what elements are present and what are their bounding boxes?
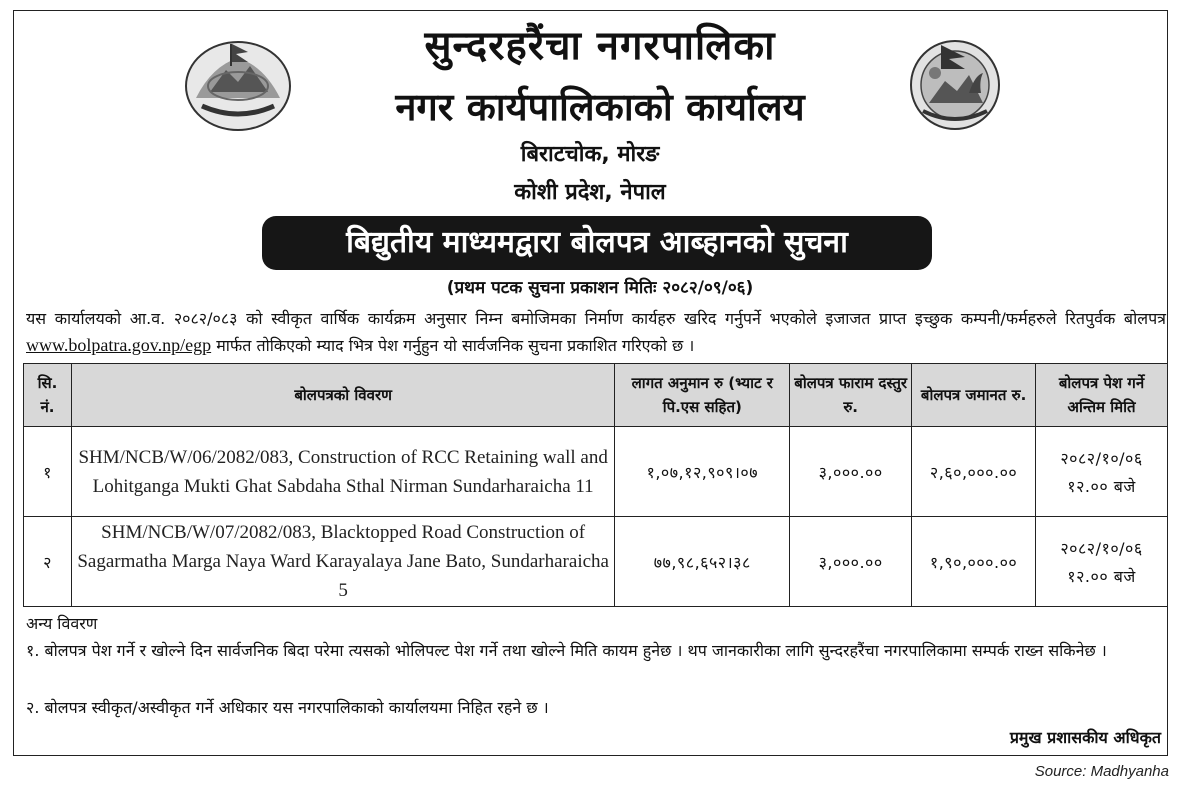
table-header-row — [24, 364, 1168, 427]
government-emblem-icon — [182, 36, 294, 136]
other-details-label: अन्य विवरण — [26, 614, 98, 633]
intro-text-part1: यस कार्यालयको आ.व. २०८२/०८३ को स्वीकृत वार्षिक कार्यक्रम अनुसार निम्न बमोजिमका निर्माण कार्यहरु खरिद गर्नुपर्ने भएकोले इजाजत प्राप्त इच्छुक कम्पनी/फर्महरुले रितपुर्वक बोलपत्र — [26, 309, 1166, 328]
row-deadline-date: २०८२/१०/०६ — [1060, 448, 1143, 468]
row-deadline — [1036, 427, 1168, 517]
row-form-fee: ३,०००.०० — [790, 427, 912, 517]
condition-2: २. बोलपत्र स्वीकृत/अस्वीकृत गर्ने अधिकार यस नगरपालिकाको कार्यालयमा निहित रहने छ । — [26, 698, 549, 717]
row-description: SHM/NCB/W/07/2082/083, Blacktopped Road Construction of Sagarmatha Marga Naya Ward Karayalaya Jane Bato, Sundarharaicha 5 — [71, 517, 614, 607]
tender-table — [23, 363, 1168, 607]
publication-date: (प्रथम पटक सुचना प्रकाशन मितिः २०८२/०९/०६) — [446, 278, 754, 298]
intro-paragraph — [26, 305, 1166, 359]
address-line-1: बिराटचोक, मोरङ — [520, 142, 660, 167]
row-cost: १,०७,१२,९०९।०७ — [615, 427, 790, 517]
intro-text-part2: मार्फत तोकिएको म्याद भित्र पेश गर्नुहुन यो सार्वजनिक सुचना प्रकाशित गरिएको छ । — [211, 336, 695, 355]
header-deadline: बोलपत्र पेश गर्ने अन्तिम मिति — [1036, 364, 1168, 427]
row-sn: १ — [24, 427, 72, 517]
header-security: बोलपत्र जमानत रु. — [912, 364, 1036, 427]
row-cost: ७७,९८,६५२।३८ — [615, 517, 790, 607]
table-row — [24, 427, 1168, 517]
row-deadline-time: १२.०० बजे — [1067, 566, 1136, 586]
condition-1: १. बोलपत्र पेश गर्ने र खोल्ने दिन सार्वजनिक बिदा परेमा त्यसको भोलिपल्ट पेश गर्ने तथा खोल्ने मिति कायम हुनेछ । थप जानकारीका लागि सुन्दरहरैंचा नगरपालिकामा सम्पर्क राख्न सकिनेछ । — [26, 641, 1107, 660]
row-deadline-date: २०८२/१०/०६ — [1060, 538, 1143, 558]
row-description: SHM/NCB/W/06/2082/083, Construction of RCC Retaining wall and Lohitganga Mukti Ghat Sabdaha Sthal Nirman Sundarharaicha 11 — [71, 427, 614, 517]
header-cost: लागत अनुमान रु (भ्याट र पि.एस सहित) — [615, 364, 790, 427]
row-deadline — [1036, 517, 1168, 607]
header-sn: सि. नं. — [24, 364, 72, 427]
municipality-name: सुन्दरहरैंचा नगरपालिका — [424, 23, 776, 69]
source-credit: Source: Madhyanha — [1034, 763, 1169, 780]
row-deadline-time: १२.०० बजे — [1067, 476, 1136, 496]
office-name: नगर कार्यपालिकाको कार्यालय — [395, 85, 805, 129]
municipality-logo-icon — [905, 33, 1005, 133]
bolpatra-link[interactable]: www.bolpatra.gov.np/egp — [26, 335, 212, 355]
row-security: २,६०,०००.०० — [912, 427, 1036, 517]
table-row — [24, 517, 1168, 607]
header-description: बोलपत्रको विवरण — [71, 364, 614, 427]
row-form-fee: ३,०००.०० — [790, 517, 912, 607]
notice-title-banner: बिद्युतीय माध्यमद्वारा बोलपत्र आब्हानको सुचना — [262, 216, 932, 270]
row-sn: २ — [24, 517, 72, 607]
signatory-title: प्रमुख प्रशासकीय अधिकृत — [1009, 728, 1161, 747]
address-line-2: कोशी प्रदेश, नेपाल — [514, 180, 666, 205]
row-security: १,९०,०००.०० — [912, 517, 1036, 607]
header-form-fee: बोलपत्र फाराम दस्तुर रु. — [790, 364, 912, 427]
